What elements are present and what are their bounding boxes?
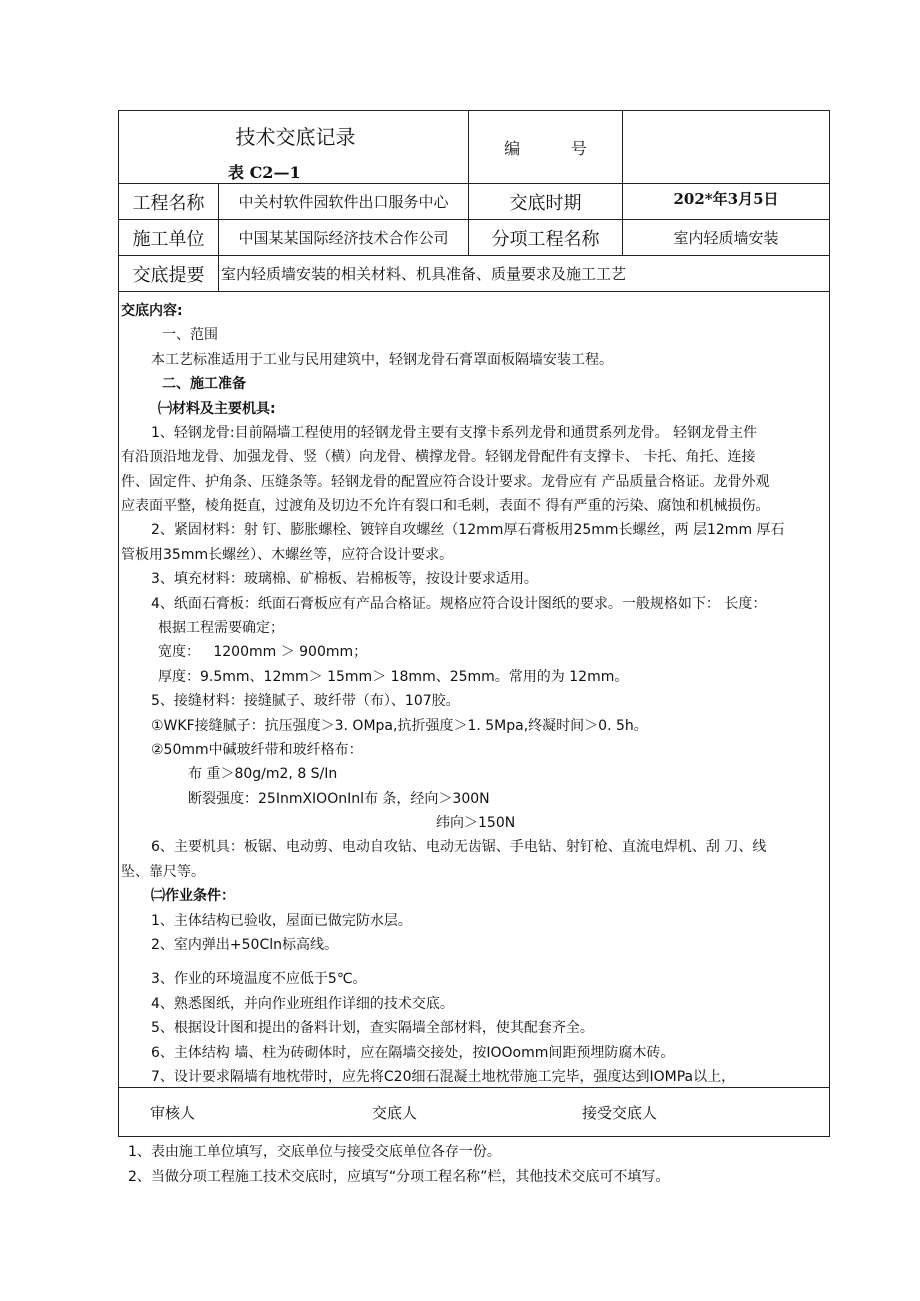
content-line: 1、主体结构已验收，屋面已做完防水层。 — [151, 913, 412, 929]
content-line: 3、填充材料：玻璃棉、矿棉板、岩棉板等，按设计要求适用。 — [151, 571, 538, 587]
row-divider — [118, 1087, 830, 1088]
content-line: 断裂强度：25InmXIOOnInl布 条，经向＞300N — [188, 791, 490, 807]
content-line: 厚度：9.5mm、12mm＞ 15mm＞ 18mm、25mm。常用的为 12mm。 — [158, 669, 629, 685]
content-line: 件、固定件、护角条、压缝条等。轻钢龙骨的配置应符合设计要求。龙骨应有 产品质量合格证。龙骨外观 — [121, 474, 770, 490]
row-divider — [118, 291, 830, 292]
number-value[interactable] — [623, 111, 829, 183]
content-line: 7、设计要求隔墙有地枕带时，应先将C20细石混凝土地枕带施工完毕，强度达到IOMPa以上， — [151, 1069, 736, 1085]
number-label: 编 号 — [504, 138, 587, 158]
subsection-conditions: ㈡作业条件： — [151, 888, 235, 904]
contractor-label: 施工单位 — [132, 228, 205, 250]
date-value[interactable]: 202*年3月5日 — [673, 189, 779, 208]
footnote: 2、当做分项工程施工技术交底时，应填写“分项工程名称”栏，其他技术交底可不填写。 — [128, 1169, 670, 1185]
section-preparation: 二、施工准备 — [162, 376, 246, 392]
project-name-label: 工程名称 — [132, 192, 205, 214]
content-line: 本工艺标准适用于工业与民用建筑中，轻钢龙骨石膏罩面板隔墙安装工程。 — [151, 352, 613, 368]
subproject-label: 分项工程名称 — [491, 228, 600, 250]
project-name-value[interactable]: 中关村软件园软件出口服务中心 — [238, 193, 449, 211]
content-line: 1、轻钢龙骨:目前隔墙工程使用的轻钢龙骨主要有支撑卡系列龙骨和通贯系列龙骨。 轻钢龙骨主件 — [151, 425, 758, 441]
form-code: 表 C2—1 — [228, 162, 301, 182]
document-title: 技术交底记录 — [235, 124, 356, 149]
content-line: 坠、靠尺等。 — [121, 864, 205, 880]
contractor-value[interactable]: 中国某某国际经济技术合作公司 — [238, 229, 449, 247]
content-line: 宽度： 1200mm ＞ 900mm； — [158, 644, 368, 660]
section-scope: 一、范围 — [162, 327, 218, 343]
receiver-label: 接受交底人 — [582, 1103, 658, 1122]
content-line: 根据工程需要确定； — [158, 620, 284, 636]
summary-value[interactable]: 室内轻质墙安装的相关材料、机具准备、质量要求及施工工艺 — [221, 265, 627, 283]
content-line: 纬向＞150N — [436, 815, 516, 831]
content-line: 5、根据设计图和提出的备料计划，查实隔墙全部材料，使其配套齐全。 — [151, 1020, 594, 1036]
content-line: 6、主体结构 墙、柱为砖砌体时，应在隔墙交接处，按IOOomm间距预埋防腐木砖。 — [151, 1045, 675, 1061]
content-line: 4、纸面石膏板：纸面石膏板应有产品合格证。规格应符合设计图纸的要求。一般规格如下： 长度： — [151, 596, 767, 612]
content-line: 2、紧固材料：射 钉、膨胀螺栓、镀锌自攻螺丝（12mm厚石膏板用25mm长螺丝，两 层12mm 厚石 — [151, 522, 785, 538]
content-line: 6、主要机具：板锯、电动剪、电动自攻钻、电动无齿锯、手电钻、射钉枪、直流电焊机、刮 刀、线 — [151, 839, 767, 855]
content-line: 应表面平整，棱角挺直，过渡角及切边不允许有裂口和毛刺，表面不 得有严重的污染、腐蚀和机械损伤。 — [121, 498, 770, 514]
content-line: 布 重＞80g∕m2, 8 S/In — [188, 766, 338, 782]
reviewer-label: 审核人 — [150, 1103, 196, 1122]
date-label: 交底时期 — [509, 192, 582, 214]
presenter-label: 交底人 — [372, 1103, 418, 1122]
content-line: 管板用35mm长螺丝）、木螺丝等，应符合设计要求。 — [121, 547, 454, 563]
subproject-value[interactable]: 室内轻质墙安装 — [673, 229, 779, 247]
content-line: 2、室内弹出+50Cln标高线。 — [151, 937, 338, 953]
subsection-materials: ㈠材料及主要机具: — [158, 401, 276, 417]
content-line: 4、熟悉图纸，并向作业班组作详细的技术交底。 — [151, 996, 454, 1012]
content-line: ②50mm中碱玻纤带和玻纤格布： — [151, 742, 363, 758]
content-line: 有沿顶沿地龙骨、加强龙骨、竖（横）向龙骨、横撑龙骨。轻钢龙骨配件有支撑卡、 卡托、角托、连接 — [121, 449, 756, 465]
content-line: 3、作业的环境温度不应低于5℃。 — [151, 971, 367, 987]
content-line: 5、接缝材料：接缝腻子、玻纤带（布）、107胶。 — [151, 693, 460, 709]
footnote: 1、表由施工单位填写，交底单位与接受交底单位各存一份。 — [128, 1144, 501, 1160]
summary-label: 交底提要 — [132, 264, 205, 286]
content-heading: 交底内容: — [121, 303, 183, 319]
content-line: ①WKF接缝腻子：抗压强度＞3. OMpa,抗折强度＞1. 5Mpa,终凝时间＞0. 5h。 — [151, 718, 648, 734]
